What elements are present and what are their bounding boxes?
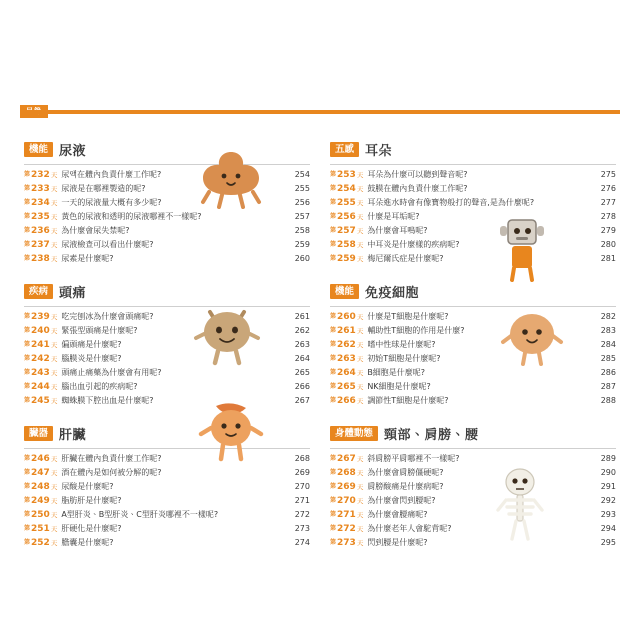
entry-page-number: 276: [600, 184, 616, 193]
entry-title: 調節性T細胞是什麼呢?: [367, 396, 449, 405]
entry-title: 中耳炎是什麼樣的疾病呢?: [367, 240, 460, 249]
entry-title: 什麼是耳垢呢?: [367, 212, 420, 221]
entry-page-number: 263: [294, 340, 310, 349]
entry-unit: 天: [50, 397, 58, 405]
entry-title: 為什麼會耳鳴呢?: [367, 226, 428, 235]
entry-number: 236: [31, 226, 50, 236]
entry-page-number: 267: [294, 396, 310, 405]
entry-page-number: 292: [600, 496, 616, 505]
section-category-chip: 臟器: [24, 426, 53, 441]
entry-list: [24, 168, 310, 266]
entry-title: 什麼是T細胞是什麼呢?: [367, 312, 449, 321]
entry-page-number: 283: [600, 326, 616, 335]
entry-unit: 天: [356, 511, 364, 519]
entry-page-number: 268: [294, 454, 310, 463]
entry-title: 腦膜炎是什麼呢?: [61, 354, 122, 363]
question-icon: 第: [24, 369, 31, 376]
entry-number: 272: [337, 524, 356, 534]
entry-page-number: 289: [600, 454, 616, 463]
entry-page-number: 272: [294, 510, 310, 519]
entry-title: 輔助性T細胞的作用是什麼?: [367, 326, 465, 335]
entry-unit: 天: [50, 511, 58, 519]
entry-page-number: 265: [294, 368, 310, 377]
entry-unit: 天: [356, 171, 364, 179]
entry-page-number: 255: [294, 184, 310, 193]
section-category-chip: 機能: [24, 142, 53, 157]
question-icon: 第: [24, 327, 31, 334]
question-icon: 第: [330, 525, 337, 532]
toc-entry[interactable]: [330, 324, 616, 338]
toc-section: [330, 424, 616, 550]
question-icon: 第: [330, 369, 337, 376]
entry-page-number: 262: [294, 326, 310, 335]
toc-entry[interactable]: [24, 338, 310, 352]
entry-number: 239: [31, 312, 50, 322]
question-icon: 第: [330, 171, 337, 178]
entry-title: 肝臟在體內負責什麼工作呢?: [61, 454, 162, 463]
entry-number: 260: [337, 312, 356, 322]
entry-number: 257: [337, 226, 356, 236]
section-divider: [330, 164, 616, 165]
entry-page-number: 260: [294, 254, 310, 263]
entry-unit: 天: [356, 397, 364, 405]
entry-unit: 天: [356, 227, 364, 235]
question-icon: 第: [330, 455, 337, 462]
entry-title: 梅尼爾氏症是什麼呢?: [367, 254, 444, 263]
entry-page-number: 293: [600, 510, 616, 519]
section-category-chip: 五感: [330, 142, 359, 157]
question-icon: 第: [24, 213, 31, 220]
entry-unit: 天: [50, 185, 58, 193]
entry-title: 腦出血引起的疾病呢?: [61, 382, 138, 391]
entry-title: 為什麼會尿失禁呢?: [61, 226, 130, 235]
toc-entry[interactable]: [24, 310, 310, 324]
toc-entry[interactable]: [24, 522, 310, 536]
entry-number: 273: [337, 538, 356, 548]
toc-entry[interactable]: [24, 480, 310, 494]
entry-number: 234: [31, 198, 50, 208]
question-icon: 第: [330, 355, 337, 362]
entry-unit: 天: [50, 483, 58, 491]
question-icon: 第: [24, 313, 31, 320]
entry-unit: 天: [356, 455, 364, 463]
question-icon: 第: [330, 327, 337, 334]
entry-title: 尿액在體內負責什麼工作呢?: [61, 170, 162, 179]
entry-page-number: 288: [600, 396, 616, 405]
toc-entry[interactable]: [24, 196, 310, 210]
entry-unit: 天: [50, 171, 58, 179]
toc-column-left: [24, 140, 310, 566]
entry-page-number: 285: [600, 354, 616, 363]
toc-entry[interactable]: [24, 168, 310, 182]
entry-number: 244: [31, 382, 50, 392]
entry-page-number: 287: [600, 382, 616, 391]
section-title: 頸部、肩膀、腰: [384, 428, 479, 443]
question-icon: 第: [330, 539, 337, 546]
section-category-chip: 疾病: [24, 284, 53, 299]
question-icon: 第: [24, 483, 31, 490]
toc-entry[interactable]: [24, 494, 310, 508]
entry-title: 耳朵進水時會有像寶物般打的聲音,是為什麼呢?: [367, 198, 535, 207]
section-title: 肝臟: [59, 428, 87, 443]
entry-number: 265: [337, 382, 356, 392]
entry-page-number: 282: [600, 312, 616, 321]
entry-list: [24, 310, 310, 408]
entry-unit: 天: [356, 313, 364, 321]
entry-page-number: 258: [294, 226, 310, 235]
question-icon: 第: [24, 525, 31, 532]
toc-entry[interactable]: [330, 252, 616, 266]
toc-section: [24, 140, 310, 266]
section-header: [24, 424, 310, 443]
toc-column-right: [330, 140, 616, 566]
entry-number: 263: [337, 354, 356, 364]
entry-unit: 天: [356, 497, 364, 505]
toc-entry[interactable]: [330, 522, 616, 536]
toc-entry[interactable]: [24, 452, 310, 466]
entry-title: 頭痛止痛藥為什麼會有用呢?: [61, 368, 162, 377]
header-rule: [20, 110, 620, 114]
entry-unit: 天: [356, 355, 364, 363]
question-icon: 第: [330, 185, 337, 192]
entry-page-number: 284: [600, 340, 616, 349]
question-icon: 第: [24, 185, 31, 192]
toc-entry[interactable]: [24, 224, 310, 238]
toc-entry[interactable]: [24, 380, 310, 394]
entry-title: 尿酸是什麼呢?: [61, 482, 114, 491]
entry-page-number: 264: [294, 354, 310, 363]
question-icon: 第: [24, 469, 31, 476]
entry-page-number: 261: [294, 312, 310, 321]
section-category-chip: 機能: [330, 284, 359, 299]
toc-entry[interactable]: [24, 394, 310, 408]
question-icon: 第: [330, 255, 337, 262]
section-header: [330, 282, 616, 301]
entry-number: 268: [337, 468, 356, 478]
entry-title: 耳朵為什麼可以聽到聲音呢?: [367, 170, 468, 179]
entry-number: 252: [31, 538, 50, 548]
entry-unit: 天: [50, 213, 58, 221]
entry-list: [330, 452, 616, 550]
toc-entry[interactable]: [330, 380, 616, 394]
entry-list: [330, 310, 616, 408]
toc-entry[interactable]: [330, 366, 616, 380]
section-divider: [24, 164, 310, 165]
entry-page-number: 271: [294, 496, 310, 505]
entry-unit: 天: [50, 341, 58, 349]
entry-title: 尿液檢查可以看出什麼呢?: [61, 240, 154, 249]
toc-entry[interactable]: [330, 224, 616, 238]
entry-unit: 天: [50, 539, 58, 547]
entry-page-number: 279: [600, 226, 616, 235]
section-title: 頭痛: [59, 286, 87, 301]
section-title: 耳朵: [365, 144, 393, 159]
question-icon: 第: [24, 355, 31, 362]
section-header: [330, 424, 616, 443]
entry-title: 為什麼會肩膀僵硬呢?: [367, 468, 444, 477]
entry-number: 266: [337, 396, 356, 406]
entry-title: 尿素是什麼呢?: [61, 254, 114, 263]
toc-entry[interactable]: [330, 310, 616, 324]
question-icon: 第: [24, 397, 31, 404]
toc-entry[interactable]: [24, 182, 310, 196]
toc-header-tag: 目錄: [20, 105, 48, 118]
entry-page-number: 256: [294, 198, 310, 207]
toc-entry[interactable]: [24, 508, 310, 522]
question-icon: 第: [24, 255, 31, 262]
entry-unit: 天: [50, 255, 58, 263]
question-icon: 第: [330, 469, 337, 476]
toc-entry[interactable]: [330, 338, 616, 352]
toc-entry[interactable]: [330, 238, 616, 252]
section-divider: [24, 306, 310, 307]
toc-entry[interactable]: [330, 480, 616, 494]
entry-number: 269: [337, 482, 356, 492]
entry-title: 斜肩膀平肩哪裡不一樣呢?: [367, 454, 460, 463]
question-icon: 第: [330, 241, 337, 248]
question-icon: 第: [24, 199, 31, 206]
entry-unit: 天: [356, 241, 364, 249]
entry-number: 264: [337, 368, 356, 378]
entry-title: A型肝炎、B型肝炎、C型肝炎哪裡不一樣呢?: [61, 510, 219, 519]
entry-title: 偏頭痛是什麼呢?: [61, 340, 122, 349]
toc-entry[interactable]: [330, 508, 616, 522]
entry-list: [24, 452, 310, 550]
entry-unit: 天: [50, 369, 58, 377]
entry-title: 嗜中性球是什麼呢?: [367, 340, 436, 349]
entry-title: 吃完刨冰為什麼會頭痛呢?: [61, 312, 154, 321]
entry-title: 蜘蛛膜下腔出血是什麼呢?: [61, 396, 154, 405]
entry-page-number: 273: [294, 524, 310, 533]
entry-unit: 天: [50, 383, 58, 391]
toc-entry[interactable]: [330, 168, 616, 182]
entry-unit: 天: [50, 227, 58, 235]
entry-number: 246: [31, 454, 50, 464]
entry-page-number: 254: [294, 170, 310, 179]
toc-entry[interactable]: [330, 182, 616, 196]
toc-entry[interactable]: [330, 196, 616, 210]
entry-title: 初始T細胞是什麼呢?: [367, 354, 441, 363]
entry-title: 為什麼會閃到腰呢?: [367, 496, 436, 505]
question-icon: 第: [330, 497, 337, 504]
entry-number: 271: [337, 510, 356, 520]
question-icon: 第: [24, 227, 31, 234]
entry-title: 緊張型頭痛是什麼呢?: [61, 326, 138, 335]
toc-section: [24, 424, 310, 550]
section-title: 免疫細胞: [365, 286, 420, 301]
entry-unit: 天: [356, 539, 364, 547]
question-icon: 第: [330, 397, 337, 404]
entry-title: 為什麼老年人會駝背呢?: [367, 524, 452, 533]
entry-unit: 天: [356, 327, 364, 335]
question-icon: 第: [24, 455, 31, 462]
entry-list: [330, 168, 616, 266]
toc-entry[interactable]: [24, 366, 310, 380]
entry-unit: 天: [356, 255, 364, 263]
entry-page-number: 294: [600, 524, 616, 533]
toc-section: [330, 140, 616, 266]
entry-number: 270: [337, 496, 356, 506]
question-icon: 第: [330, 383, 337, 390]
entry-page-number: 275: [600, 170, 616, 179]
question-icon: 第: [330, 483, 337, 490]
entry-unit: 天: [50, 327, 58, 335]
toc-entry[interactable]: [330, 394, 616, 408]
entry-title: NK細胞是什麼呢?: [367, 382, 431, 391]
entry-unit: 天: [50, 497, 58, 505]
entry-page-number: 280: [600, 240, 616, 249]
entry-unit: 天: [50, 241, 58, 249]
entry-number: 253: [337, 170, 356, 180]
toc-entry[interactable]: [24, 210, 310, 224]
question-icon: 第: [24, 511, 31, 518]
entry-unit: 天: [356, 483, 364, 491]
entry-unit: 天: [50, 199, 58, 207]
entry-number: 240: [31, 326, 50, 336]
section-divider: [330, 448, 616, 449]
entry-page-number: 278: [600, 212, 616, 221]
entry-page-number: 266: [294, 382, 310, 391]
section-divider: [330, 306, 616, 307]
entry-page-number: 291: [600, 482, 616, 491]
entry-unit: 天: [356, 341, 364, 349]
entry-page-number: 274: [294, 538, 310, 547]
toc-entry[interactable]: [24, 352, 310, 366]
entry-number: 245: [31, 396, 50, 406]
entry-title: 一天的尿液量大概有多少呢?: [61, 198, 162, 207]
entry-number: 232: [31, 170, 50, 180]
entry-number: 261: [337, 326, 356, 336]
entry-title: 為什麼會腰痛呢?: [367, 510, 428, 519]
question-icon: 第: [24, 383, 31, 390]
entry-title: 肝硬化是什麼呢?: [61, 524, 122, 533]
entry-unit: 天: [50, 455, 58, 463]
entry-number: 235: [31, 212, 50, 222]
toc-entry[interactable]: [24, 252, 310, 266]
entry-page-number: 295: [600, 538, 616, 547]
entry-title: 尿液是在哪裡製造的呢?: [61, 184, 146, 193]
entry-title: B細胞是什麼呢?: [367, 368, 426, 377]
entry-unit: 天: [50, 525, 58, 533]
entry-title: 脂肪肝是什麼呢?: [61, 496, 122, 505]
entry-page-number: 281: [600, 254, 616, 263]
entry-number: 247: [31, 468, 50, 478]
toc-entry[interactable]: [24, 324, 310, 338]
entry-title: 閃到腰是什麼呢?: [367, 538, 428, 547]
section-divider: [24, 448, 310, 449]
entry-unit: 天: [50, 355, 58, 363]
entry-unit: 天: [356, 525, 364, 533]
toc-entry[interactable]: [330, 452, 616, 466]
toc-entry[interactable]: [330, 494, 616, 508]
entry-page-number: 269: [294, 468, 310, 477]
entry-number: 233: [31, 184, 50, 194]
entry-number: 241: [31, 340, 50, 350]
entry-number: 262: [337, 340, 356, 350]
question-icon: 第: [330, 199, 337, 206]
entry-unit: 天: [50, 313, 58, 321]
entry-page-number: 277: [600, 198, 616, 207]
toc-entry[interactable]: [24, 238, 310, 252]
entry-unit: 天: [356, 199, 364, 207]
question-icon: 第: [330, 213, 337, 220]
entry-page-number: 290: [600, 468, 616, 477]
entry-page-number: 259: [294, 240, 310, 249]
toc-section: [24, 282, 310, 408]
entry-title: 酒在體內是如何被分解的呢?: [61, 468, 162, 477]
entry-number: 237: [31, 240, 50, 250]
entry-page-number: 270: [294, 482, 310, 491]
entry-number: 249: [31, 496, 50, 506]
entry-number: 243: [31, 368, 50, 378]
question-icon: 第: [24, 171, 31, 178]
section-category-chip: 身體動態: [330, 426, 378, 441]
entry-unit: 天: [356, 383, 364, 391]
entry-number: 242: [31, 354, 50, 364]
toc-section: [330, 282, 616, 408]
entry-title: 肩膀酸痛是什麼病呢?: [367, 482, 444, 491]
entry-number: 251: [31, 524, 50, 534]
entry-unit: 天: [356, 213, 364, 221]
entry-page-number: 286: [600, 368, 616, 377]
entry-unit: 天: [356, 469, 364, 477]
toc-entry[interactable]: [24, 466, 310, 480]
question-icon: 第: [24, 497, 31, 504]
entry-number: 258: [337, 240, 356, 250]
section-header: [24, 282, 310, 301]
entry-number: 248: [31, 482, 50, 492]
section-header: [330, 140, 616, 159]
question-icon: 第: [24, 241, 31, 248]
question-icon: 第: [330, 313, 337, 320]
entry-unit: 天: [356, 369, 364, 377]
entry-unit: 天: [50, 469, 58, 477]
entry-number: 254: [337, 184, 356, 194]
entry-number: 255: [337, 198, 356, 208]
toc-entry[interactable]: [24, 536, 310, 550]
toc-entry[interactable]: [330, 352, 616, 366]
entry-title: 黃色的尿液和透明的尿液哪裡不一樣呢?: [61, 212, 202, 221]
toc-entry[interactable]: [330, 536, 616, 550]
entry-number: 238: [31, 254, 50, 264]
entry-number: 250: [31, 510, 50, 520]
entry-number: 259: [337, 254, 356, 264]
question-icon: 第: [330, 511, 337, 518]
entry-page-number: 257: [294, 212, 310, 221]
question-icon: 第: [24, 341, 31, 348]
entry-number: 267: [337, 454, 356, 464]
entry-number: 256: [337, 212, 356, 222]
entry-unit: 天: [356, 185, 364, 193]
entry-title: 鼓膜在體內負責什麼工作呢?: [367, 184, 468, 193]
question-icon: 第: [24, 539, 31, 546]
toc-entry[interactable]: [330, 466, 616, 480]
toc-entry[interactable]: [330, 210, 616, 224]
section-header: [24, 140, 310, 159]
entry-title: 膽囊是什麼呢?: [61, 538, 114, 547]
question-icon: 第: [330, 227, 337, 234]
section-title: 尿液: [59, 144, 87, 159]
question-icon: 第: [330, 341, 337, 348]
